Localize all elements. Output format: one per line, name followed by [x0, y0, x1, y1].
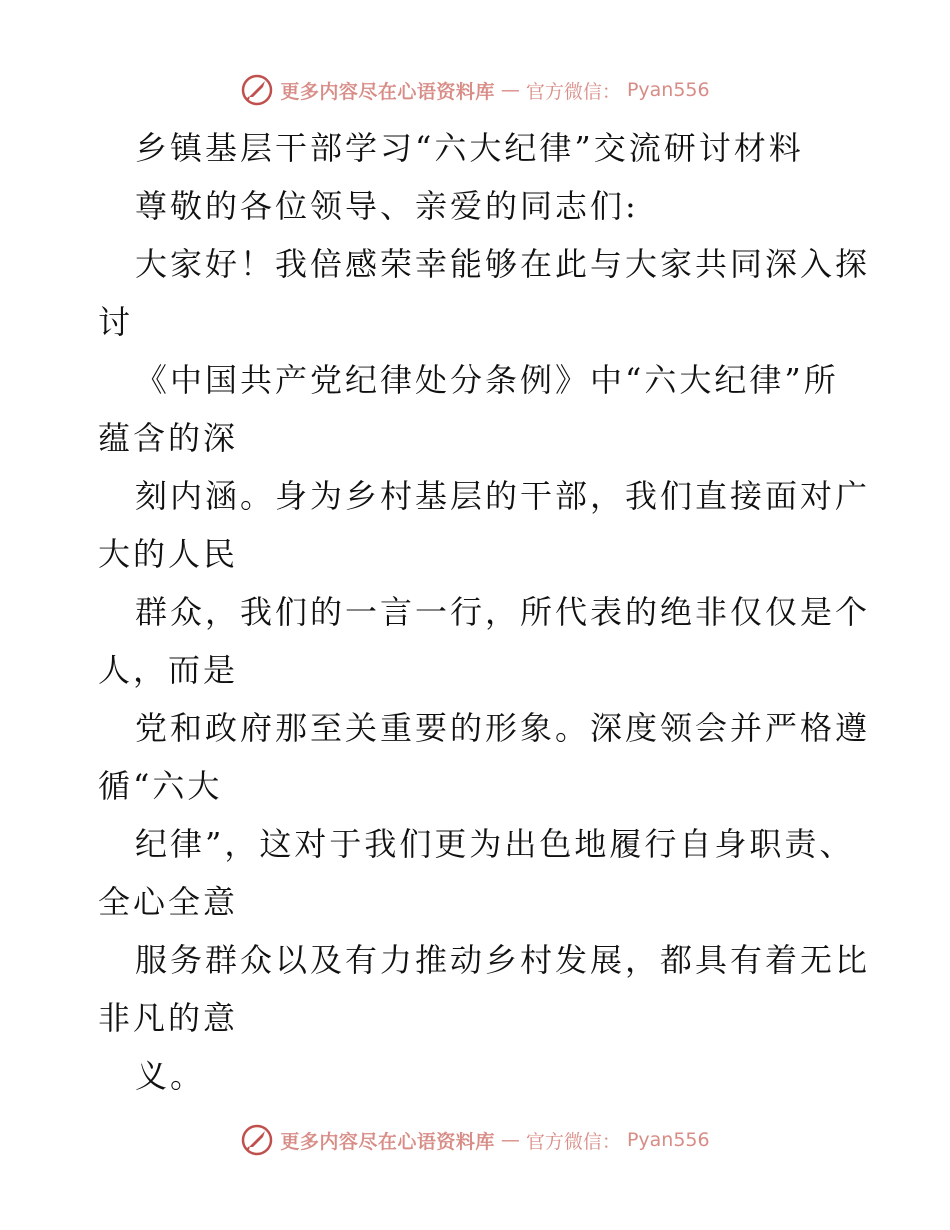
paragraph-line: 纪律”，这对于我们更为出色地履行自身职责、 [135, 825, 855, 863]
quill-logo-icon [240, 73, 274, 107]
paragraph-line: 人，而是 [98, 651, 239, 689]
header-watermark [0, 70, 950, 110]
paragraph-line: 服务群众以及有力推动乡村发展，都具有着无比 [135, 941, 871, 979]
paragraph-line: 大家好！我倍感荣幸能够在此与大家共同深入探 [135, 245, 871, 283]
paragraph-line: 大的人民 [98, 535, 239, 573]
paragraph-line: 尊敬的各位领导、亲爱的同志们: [135, 187, 639, 225]
watermark-brand: 更多内容尽在心语资料库 [280, 1130, 495, 1153]
paragraph-line: 党和政府那至关重要的形象。深度领会并严格遵 [135, 709, 871, 747]
footer-watermark [0, 1120, 950, 1160]
watermark-contact-label: 官方微信： [525, 1130, 621, 1153]
paragraph-line: 《中国共产党纪律处分条例》中“六大纪律”所 [135, 361, 839, 399]
paragraph-line: 刻内涵。身为乡村基层的干部，我们直接面对广 [135, 477, 871, 515]
watermark-contact-id: Pyan556 [626, 79, 710, 101]
document-title: 乡镇基层干部学习“六大纪律”交流研讨材料 [135, 129, 804, 167]
watermark-brand: 更多内容尽在心语资料库 [280, 80, 495, 103]
paragraph-line: 讨 [98, 303, 134, 341]
paragraph-line: 循“六大 [98, 767, 223, 805]
paragraph-line: 义。 [135, 1057, 206, 1095]
paragraph-line: 非凡的意 [98, 999, 239, 1037]
paragraph-line: 群众，我们的一言一行，所代表的绝非仅仅是个 [135, 593, 871, 631]
watermark-dash: — [500, 1129, 520, 1151]
paragraph-line: 全心全意 [98, 883, 239, 921]
watermark-contact-label: 官方微信： [525, 80, 621, 103]
quill-logo-icon [240, 1123, 274, 1157]
watermark-contact-id: Pyan556 [626, 1129, 710, 1151]
watermark-dash: — [500, 79, 520, 101]
paragraph-line: 蕴含的深 [98, 419, 239, 457]
